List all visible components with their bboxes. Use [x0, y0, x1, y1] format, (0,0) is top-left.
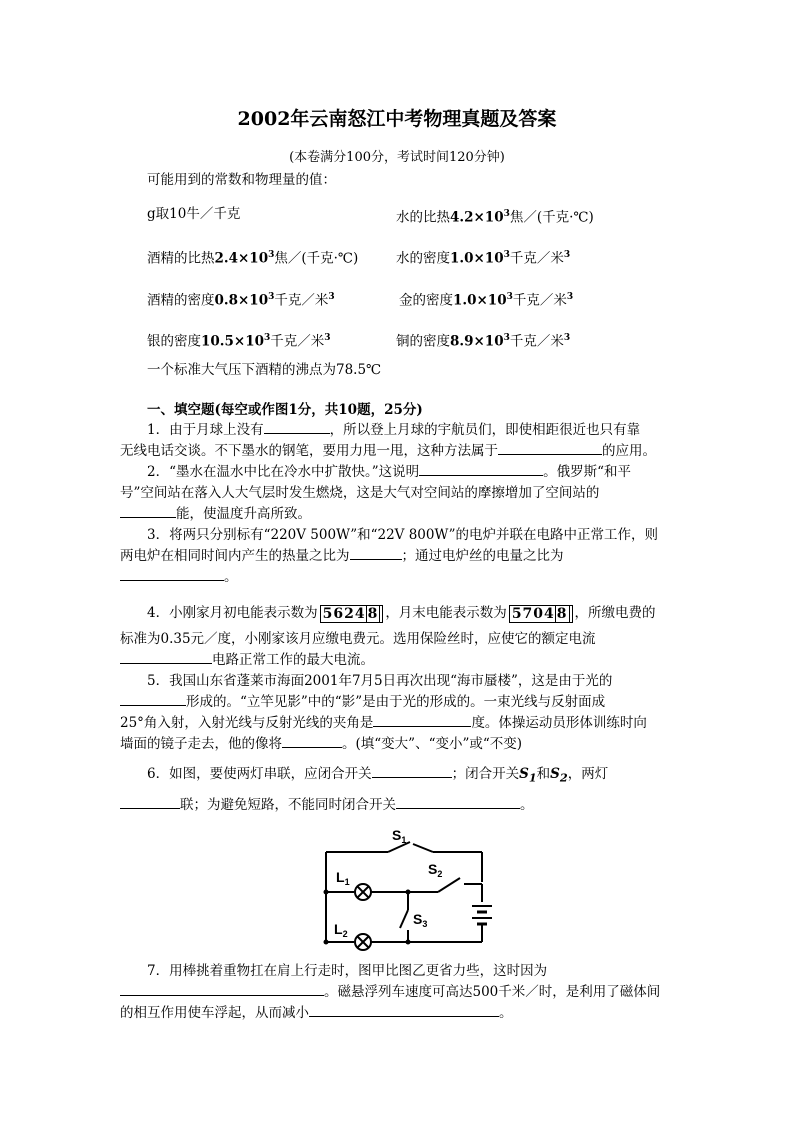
label-s1: $S_1$ [392, 827, 407, 845]
answer-blank[interactable] [282, 735, 342, 748]
question-6: 6．如图，要使两灯串联，应闭合开关 ；闭合开关$S_1$和$S_2$，两灯 [147, 766, 609, 785]
meter-start-reading: 5624 8 [320, 605, 384, 623]
answer-blank[interactable] [120, 651, 212, 664]
question-3: 3．将两只分别标有“220V 500W”和“22V 800W”的电炉并联在电路中正常工作，则 [147, 527, 659, 543]
answer-blank[interactable] [120, 693, 186, 706]
question-7-cont: 。磁悬浮列车速度可高达500千米／时，是利用了磁体间 [120, 983, 660, 1001]
question-5: 5．我国山东省蓬莱市海面2001年7月5日再次出现“海市蜃楼”，这是由于光的 [147, 673, 613, 689]
question-4-cont: 标准为0.35元／度，小刚家该月应缴电费元。选用保险丝时，应使它的额定电流 [120, 631, 596, 647]
question-2: 2．“墨水在温水中比在冷水中扩散快。”这说明 。俄罗斯“和平 [147, 464, 632, 480]
question-2-cont2: 能，使温度升高所致。 [120, 505, 311, 523]
question-1: 1．由于月球上没有 ，所以登上月球的宇航员们，即使相距很近也只有靠 [147, 422, 641, 438]
question-5-cont: 形成的。“立竿见影”中的“影”是由于光的形成的。一束光线与反射面成 [120, 693, 605, 711]
label-s2: $S_2$ [428, 861, 443, 879]
answer-blank[interactable] [120, 505, 176, 518]
question-1-cont: 无线电话交谈。不下墨水的钢笔，要用力甩一甩，这种方法属于 的应用。 [120, 443, 656, 459]
question-3-cont2: 。 [120, 568, 238, 586]
question-5-cont3: 墙面的镜子走去，他的像将 。(填“变大”、“变小”或“不变) [120, 736, 523, 752]
question-4: 4．小刚家月初电能表示数为 5624 8 ，月末电能表示数为 5704 8 ，所缴电费的 [147, 605, 656, 622]
constant-water-density: 水的密度$1.0\times 10^3$千克／米$^3$ [396, 250, 571, 267]
answer-blank[interactable] [309, 1004, 499, 1017]
label-l1: $L_1$ [336, 869, 350, 887]
answer-blank[interactable] [264, 421, 330, 434]
constant-g: g取10牛／千克 [147, 206, 241, 222]
section-heading: 一、填空题(每空或作图1分，共10题，25分) [147, 402, 423, 418]
constant-water-specific-heat: 水的比热$4.2\times 10^3$焦／(千克·℃) [396, 209, 594, 226]
constants-heading: 可能用到的常数和物理量的值： [147, 172, 336, 188]
constant-boiling-point: 一个标准大气压下酒精的沸点为78.5℃ [147, 362, 382, 378]
constant-alcohol-specific-heat: 酒精的比热$2.4\times 10^3$焦／(千克·℃) [147, 250, 359, 267]
answer-blank[interactable] [419, 463, 543, 476]
answer-blank[interactable] [120, 568, 224, 581]
page-subtitle: (本卷满分100分，考试时间120分钟) [289, 150, 505, 165]
answer-blank[interactable] [373, 714, 471, 727]
answer-blank[interactable] [350, 547, 402, 560]
answer-blank[interactable] [120, 796, 180, 809]
answer-blank[interactable] [372, 765, 452, 778]
question-2-cont: 号”空间站在落入人大气层时发生燃烧，这是大气对空间站的摩擦增加了空间站的 [120, 485, 600, 501]
label-l2: $L_2$ [334, 921, 348, 939]
label-s3: $S_3$ [413, 911, 428, 929]
meter-end-reading: 5704 8 [509, 605, 573, 623]
question-7-cont2: 的相互作用使车浮起，从而减小 。 [120, 1005, 513, 1021]
question-4-cont2: 电路正常工作的最大电流。 [120, 651, 374, 669]
answer-blank[interactable] [498, 442, 602, 455]
constant-copper-density: 铜的密度$8.9\times 10^3$千克／米$^3$ [396, 333, 571, 350]
question-7: 7．用棒挑着重物扛在肩上行走时，图甲比图乙更省力些，这时因为 [147, 963, 548, 979]
question-5-cont2: 25°角入射，入射光线与反射光线的夹角是 度。体操运动员形体训练时向 [120, 715, 647, 731]
constant-gold-density: 金的密度$1.0\times 10^3$千克／米$^3$ [399, 292, 574, 309]
constant-silver-density: 银的密度$10.5\times 10^3$千克／米$^3$ [147, 333, 331, 350]
question-3-cont: 两电炉在相同时间内产生的热量之比为 ；通过电炉丝的电量之比为 [120, 548, 564, 564]
circuit-diagram [318, 822, 498, 952]
answer-blank[interactable] [120, 983, 324, 996]
question-6-cont: 联；为避免短路，不能同时闭合开关 。 [120, 796, 534, 814]
page-title: 2002年云南怒江中考物理真题及答案 [237, 108, 557, 130]
constant-alcohol-density: 酒精的密度$0.8\times 10^3$千克／米$^3$ [147, 292, 335, 309]
answer-blank[interactable] [396, 796, 520, 809]
